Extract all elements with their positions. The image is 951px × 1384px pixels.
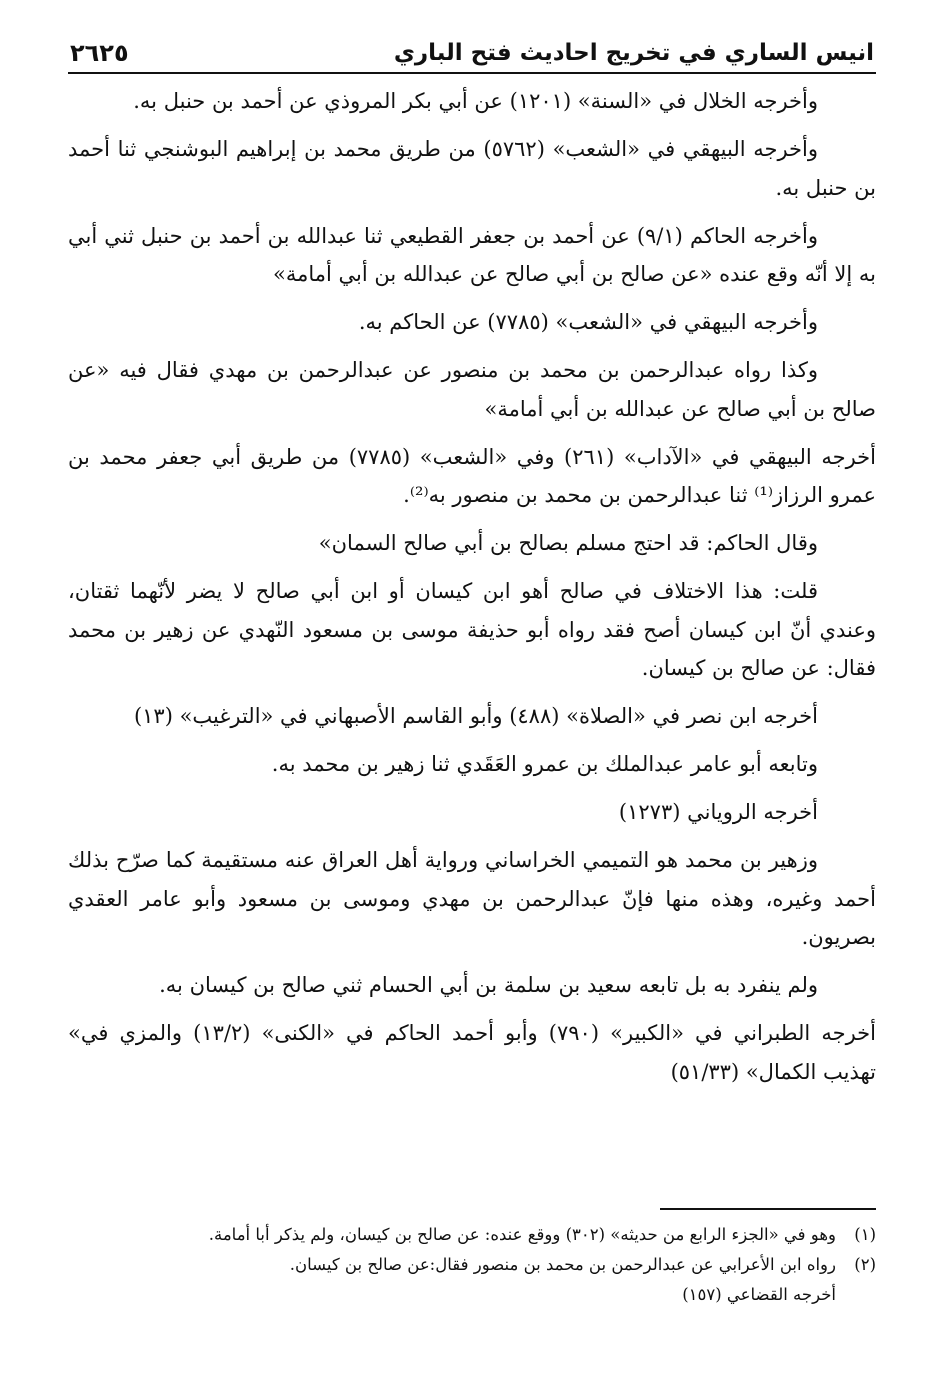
footnote-continuation: أخرجه القضاعي (١٥٧) bbox=[682, 1285, 836, 1304]
main-text bbox=[68, 82, 876, 1091]
footnotes bbox=[68, 1220, 876, 1310]
paragraph: أخرجه ابن نصر في «الصلاة» (٤٨٨) وأبو القاسم الأصبهاني في «الترغيب» (١٣) bbox=[133, 704, 818, 728]
footnote-text: رواه ابن الأعرابي عن عبدالرحمن بن محمد بن منصور فقال:عن صالح بن كيسان. bbox=[289, 1255, 836, 1274]
footnote-number: (٢) bbox=[854, 1255, 876, 1274]
paragraph: أخرجه الروياني (١٢٧٣) bbox=[618, 800, 818, 824]
paragraph: وأخرجه الخلال في «السنة» (١٢٠١) عن أبي بكر المروذي عن أحمد بن حنبل به. bbox=[133, 89, 818, 113]
book-page bbox=[68, 34, 876, 1354]
paragraph: وقال الحاكم: قد احتج مسلم بصالح بن أبي صالح السمان» bbox=[318, 531, 818, 555]
paragraph: ولم ينفرد به بل تابعه سعيد بن سلمة بن أبي الحسام ثني صالح بن كيسان به. bbox=[159, 973, 818, 997]
paragraph: وكذا رواه عبدالرحمن بن محمد بن منصور عن عبدالرحمن بن مهدي فقال فيه «عن صالح بن أبي صالح عن عبدالله بن أبي أمامة» bbox=[68, 358, 876, 421]
paragraph: وأخرجه البيهقي في «الشعب» (٧٧٨٥) عن الحاكم به. bbox=[358, 310, 818, 334]
book-title: انيس الساري في تخريج احاديث فتح الباري bbox=[393, 40, 874, 66]
footnote-divider bbox=[660, 1208, 876, 1210]
paragraph: أخرجه البيهقي في «الآداب» (٢٦١) وفي «الشعب» (٧٧٨٥) من طريق أبي جعفر محمد بن عمرو الرزاز⁽¹⁾ ثنا عبدالرحمن بن محمد بن منصور به⁽²⁾. bbox=[68, 444, 876, 507]
footnote-number: (١) bbox=[854, 1225, 876, 1244]
paragraph: أخرجه الطبراني في «الكبير» (٧٩٠) وأبو أحمد الحاكم في «الكنى» (١٣/٢) والمزي في» تهذيب الكمال» (٥١/٣٣) bbox=[68, 1021, 876, 1084]
paragraph: وتابعه أبو عامر عبدالملك بن عمرو العَقَدي ثنا زهير بن محمد به. bbox=[271, 752, 818, 776]
paragraph: وأخرجه الحاكم (٩/١) عن أحمد بن جعفر القطيعي ثنا عبدالله بن أحمد بن حنبل ثني أبي به إلا أنّه وقع عنده «عن صالح بن أبي صالح عن عبدالله بن أبي أمامة» bbox=[68, 223, 876, 286]
footnote bbox=[68, 1220, 876, 1250]
paragraph: وأخرجه البيهقي في «الشعب» (٥٧٦٢) من طريق محمد بن إبراهيم البوشنجي ثنا أحمد بن حنبل به. bbox=[68, 137, 876, 200]
running-header bbox=[68, 34, 876, 74]
paragraph: قلت: هذا الاختلاف في صالح أهو ابن كيسان أو ابن أبي صالح لا يضر لأنّهما ثقتان، وعندي أنّ ابن كيسان أصح فقد رواه أبو حذيفة موسى بن مسعود النّهدي عن زهير بن محمد فقال: عن صالح بن كيسان. bbox=[68, 579, 876, 680]
page-number: ٢٦٢٥ bbox=[70, 39, 129, 67]
footnote-text: وهو في «الجزء الرابع من حديثه» (٣٠٢) ووقع عنده: عن صالح بن كيسان، ولم يذكر أبا أمامة. bbox=[208, 1225, 836, 1244]
paragraph: وزهير بن محمد هو التميمي الخراساني ورواية أهل العراق عنه مستقيمة كما صرّح بذلك أحمد وغيره، وهذه منها فإنّ عبدالرحمن بن مهدي وموسى بن مسعود وأبو عامر العقدي بصريون. bbox=[68, 848, 876, 949]
footnote bbox=[68, 1250, 876, 1280]
